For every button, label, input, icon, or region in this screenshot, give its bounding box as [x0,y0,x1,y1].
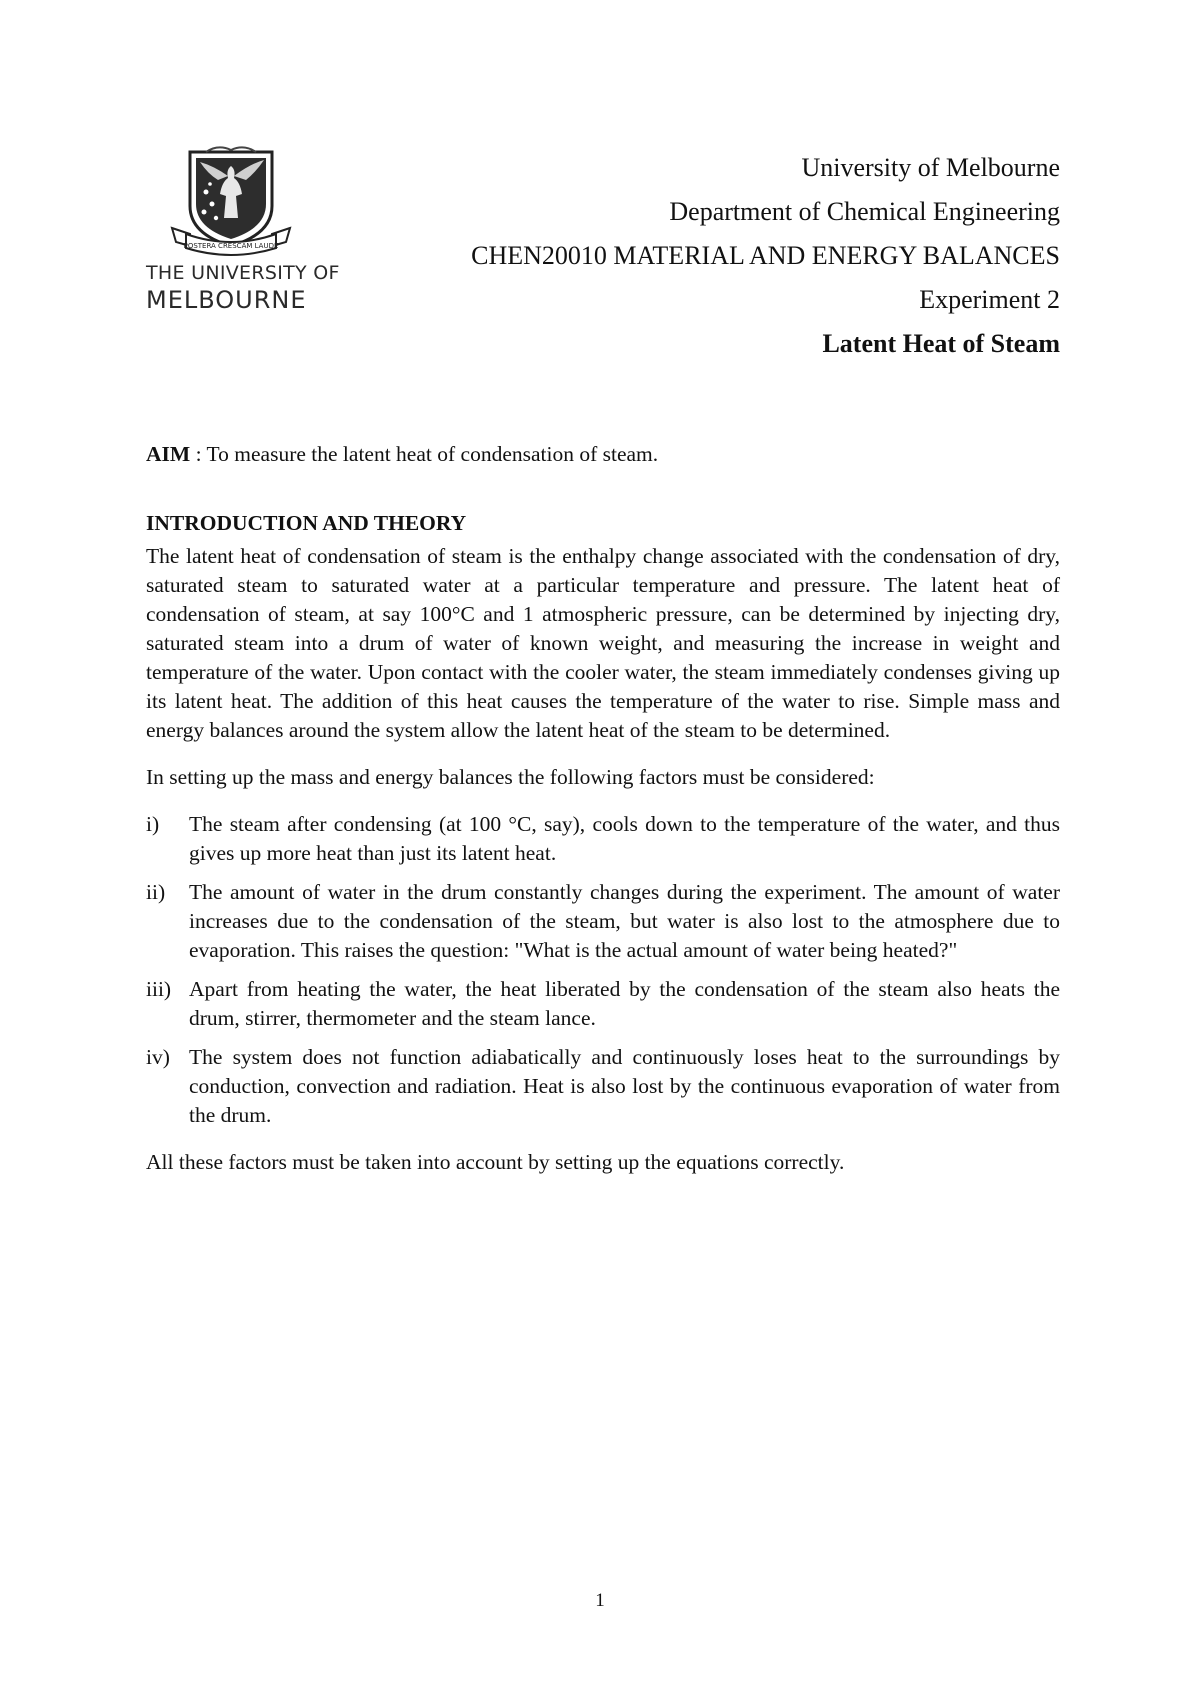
list-item-text: The system does not function adiabatically and continuously loses heat to the surroundings by conduction, convection and radiation. Heat is also lost by the continuous evaporation of water from the drum. [189,1045,1060,1127]
list-marker: ii) [146,880,166,904]
list-item [146,810,1060,868]
document-title: Latent Heat of Steam [822,329,1060,358]
aim-statement [146,440,1060,469]
list-item-text: The steam after condensing (at 100 °C, say), cools down to the temperature of the water, and thus gives up more heat than just its latent heat. [189,812,1060,865]
list-marker: iv) [146,1045,170,1069]
university-logo [146,146,340,316]
experiment-number: Experiment 2 [919,285,1060,314]
department-name: Department of Chemical Engineering [669,197,1060,226]
list-item-text: Apart from heating the water, the heat liberated by the condensation of the steam also heats the drum, stirrer, thermometer and the steam lance. [189,977,1060,1030]
list-item [146,975,1060,1033]
section-heading: INTRODUCTION AND THEORY [146,511,467,535]
list-item-text: The amount of water in the drum constantly changes during the experiment. The amount of water increases due to the condensation of the steam, but water is also lost to the atmosphere due to evaporation. This raises the question: "What is the actual amount of water being heated?" [189,880,1060,962]
document-header [471,146,1060,366]
page-number: 1 [595,1590,605,1611]
document-body [146,440,1060,1195]
list-item [146,878,1060,965]
intro-paragraph-2: In setting up the mass and energy balances the following factors must be considered: [146,765,875,789]
list-marker: i) [146,812,160,836]
crest-icon [146,146,326,258]
course-title: CHEN20010 MATERIAL AND ENERGY BALANCES [471,241,1060,270]
list-marker: iii) [146,977,172,1001]
factors-list [146,810,1060,1130]
university-name: University of Melbourne [801,153,1060,182]
logo-text-line1: THE UNIVERSITY OF [146,262,340,284]
logo-text-line2: MELBOURNE [146,286,307,314]
aim-text: : To measure the latent heat of condensation of steam. [190,442,659,466]
logo-motto: POSTERA CRESCAM LAUDE [183,242,279,250]
intro-paragraph-3: All these factors must be taken into account by setting up the equations correctly. [146,1150,845,1174]
aim-label: AIM [146,442,191,466]
list-item [146,1043,1060,1130]
intro-paragraph-1: The latent heat of condensation of steam is the enthalpy change associated with the condensation of dry, saturated steam to saturated water at a particular temperature and pressure. The latent heat of condensation of steam, at say 100°C and 1 atmospheric pressure, can be determined by injecting dry, saturated steam into a drum of water of known weight, and measuring the increase in weight and temperature of the water. Upon contact with the cooler water, the steam immediately condenses giving up its latent heat. The addition of this heat causes the temperature of the water to rise. Simple mass and energy balances around the system allow the latent heat of the steam to be determined. [146,544,1060,742]
